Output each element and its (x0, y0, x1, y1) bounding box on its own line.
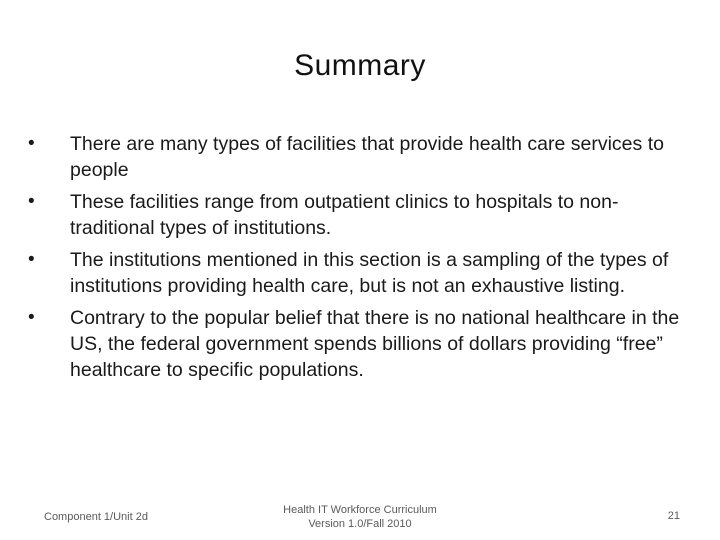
bullet-dot-icon: • (28, 191, 35, 212)
footer-component-label: Component 1/Unit 2d (44, 511, 148, 523)
bullet-dot-icon: • (28, 133, 35, 154)
bullet-item (26, 131, 686, 183)
bullet-text: There are many types of facilities that provide health care services to people (70, 133, 664, 181)
slide-title: Summary (294, 49, 426, 82)
footer-curriculum-label (230, 503, 490, 531)
bullet-list (26, 131, 686, 389)
bullet-item (26, 305, 686, 383)
page-number: 21 (667, 510, 680, 522)
bullet-dot-icon: • (28, 307, 35, 328)
bullet-text: The institutions mentioned in this section is a sampling of the types of institutions providing health care, but is not an exhaustive listing. (70, 249, 669, 297)
bullet-text: Contrary to the popular belief that there is no national healthcare in the US, the federal government spends billions of dollars providing “free” healthcare to specific populations. (70, 307, 680, 381)
bullet-item (26, 189, 686, 241)
bullet-item (26, 247, 686, 299)
bullet-text: These facilities range from outpatient clinics to hospitals to non-traditional types of institutions. (70, 191, 619, 239)
bullet-dot-icon: • (28, 249, 35, 270)
footer-version-line: Version 1.0/Fall 2010 (308, 518, 412, 530)
footer-curriculum-line1: Health IT Workforce Curriculum (283, 504, 437, 516)
